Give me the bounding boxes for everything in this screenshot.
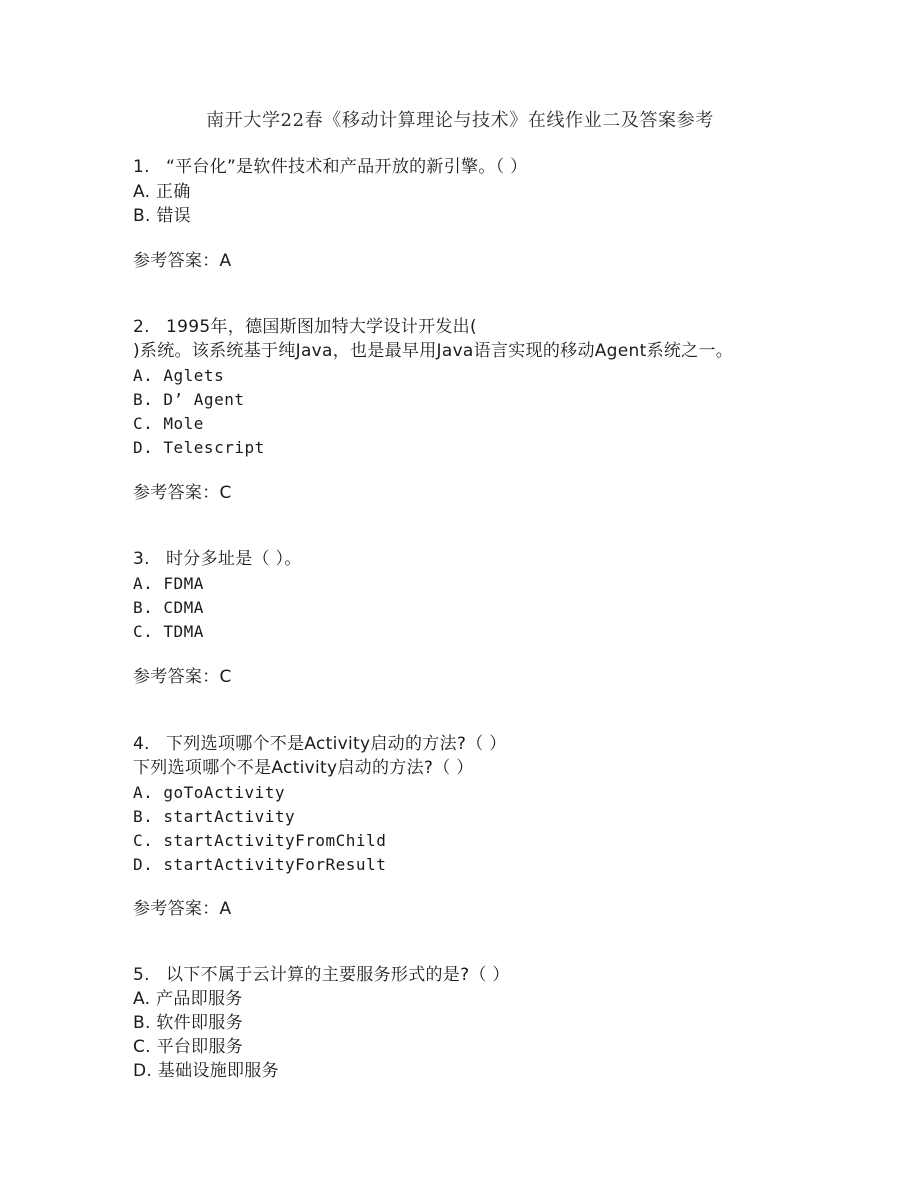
question-5-number: 5. [133,965,150,985]
question-1-option-a: A. 正确 [133,182,191,202]
question-1-option-b: B. 错误 [133,206,191,226]
question-2-number: 2. [133,317,150,337]
question-4-option-a: A. goToActivity [133,783,285,802]
answer-label: 参考答案： [133,251,220,271]
question-2-text-line2: )系统。该系统基于纯Java，也是最早用Java语言实现的移动Agent系统之一。 [133,341,734,361]
question-3-option-c: C. TDMA [133,622,204,641]
question-2-text [133,317,477,337]
question-5-option-a: A. 产品即服务 [133,989,243,1009]
question-3-option-a: A. FDMA [133,574,204,593]
question-3-answer [133,667,232,687]
question-4-text-content: 下列选项哪个不是Activity启动的方法?（ ） [166,734,507,754]
question-1-number: 1. [133,157,150,177]
question-3-answer-value: C [219,667,232,687]
question-4-answer-value: A [219,899,232,919]
question-4-option-c: C. startActivityFromChild [133,831,387,850]
question-1-answer-value: A [219,251,232,271]
question-5-option-d: D. 基础设施即服务 [133,1061,279,1081]
question-2-option-b: B. D’ Agent [133,390,245,409]
question-5-text [133,965,510,985]
question-2-option-c: C. Mole [133,414,204,433]
question-2-answer [133,483,232,503]
question-2-answer-value: C [219,483,232,503]
question-3-number: 3. [133,549,150,569]
question-2-option-a: A. Aglets [133,366,225,385]
question-4-option-d: D. startActivityForResult [133,855,387,874]
question-5-text-content: 以下不属于云计算的主要服务形式的是?（ ） [166,965,510,985]
question-1-answer [133,251,231,271]
question-4-text-line2: 下列选项哪个不是Activity启动的方法?（ ） [133,758,474,778]
question-4-option-b: B. startActivity [133,807,296,826]
question-4-text [133,734,507,754]
question-3-text-content: 时分多址是（ ）。 [166,549,302,569]
page-title: 南开大学22春《移动计算理论与技术》在线作业二及答案参考 [206,110,714,131]
question-1-text [133,157,527,177]
question-2-option-d: D. Telescript [133,438,265,457]
question-5-option-c: C. 平台即服务 [133,1037,244,1057]
question-3-text [133,549,302,569]
question-3-option-b: B. CDMA [133,598,204,617]
question-4-answer [133,899,231,919]
answer-label: 参考答案： [133,483,220,503]
question-5-option-b: B. 软件即服务 [133,1013,243,1033]
question-1-text-content: “平台化”是软件技术和产品开放的新引擎。（ ） [166,157,528,177]
answer-label: 参考答案： [133,899,220,919]
question-2-text-content: 1995年，德国斯图加特大学设计开发出( [166,317,477,337]
question-4-number: 4. [133,734,150,754]
answer-label: 参考答案： [133,667,220,687]
